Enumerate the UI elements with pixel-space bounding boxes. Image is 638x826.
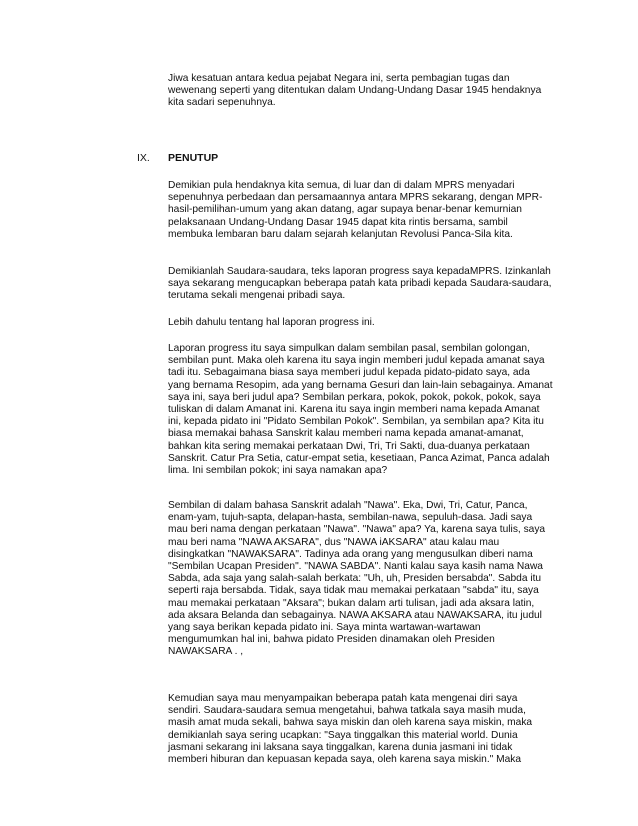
body-paragraph: Sembilan di dalam bahasa Sanskrit adalah "Nawa". Eka, Dwi, Tri, Catur, Panca, enam-yam, tujuh-sapta, delapan-hasta, sembilan-nawa, sepuluh-dasa. Jadi saya mau beri nama dengan perkataan "Nawa". "Nawa" apa? Ya, karena saya tulis, saya mau beri nama "NAWA AKSARA", dus "NAWA iAKSARA" atau kalau mau disingkatkan "NAWAKSARA". Tadinya ada orang yang mengusulkan diberi nama "Sembilan Ucapan Presiden". "NAWA SABDA". Nanti kalau saya kasih nama Nawa Sabda, ada saja yang salah-salah berkata: "Uh, uh, Presiden bersabda". Sabda itu seperti raja bersabda. Tidak, saya tidak mau memakai perkataan "sabda" itu, saya mau memakai perkataan "Aksara"; bukan dalam arti tulisan, jadi ada aksara latin, ada aksara Belanda dan sebagainya. NAWA AKSARA atau NAWAKSARA, itu judul yang saya berikan kepada pidato ini. Saya minta wartawan-wartawan mengumumkan hal ini, bahwa pidato Presiden dinamakan oleh Presiden NAWAKSARA . , xyxy=(168,500,546,658)
section-title: PENUTUP xyxy=(168,152,219,164)
body-paragraph: Lebih dahulu tentang hal laporan progress ini. xyxy=(168,317,375,328)
section-number: IX. xyxy=(137,152,150,164)
body-paragraph: Kemudian saya mau menyampaikan beberapa patah kata mengenai diri saya sendiri. Saudara-saudara semua mengetahui, bahwa tatkala saya masih muda, masih amat muda sekali, bahwa saya miskin dan oleh karena saya miskin, maka demikianlah saya sering ucapkan: "Saya tinggalkan this material world. Dunia jasmani sekarang ini laksana saya tinggalkan, karena dunia jasmani ini tidak memberi hiburan dan kepuasan kepada saya, oleh karena saya miskin." Maka xyxy=(168,693,533,766)
body-paragraph: Demikian pula hendaknya kita semua, di luar dan di dalam MPRS menyadari sepenuhnya perbedaan dan persamaannya antara MPRS sekarang, dengan MPR-hasil-pemilihan-umum yang akan datang, agar supaya benar-benar kemurnian pelaksanaan Undang-Undang Dasar 1945 dapat kita rintis bersama, sambil membuka lembaran baru dalam sejarah kelanjutan Revolusi Panca-Sila kita. xyxy=(168,180,543,240)
intro-paragraph: Jiwa kesatuan antara kedua pejabat Negara ini, serta pembagian tugas dan wewenang seperti yang ditentukan dalam Undang-Undang Dasar 1945 hendaknya kita sadari sepenuhnya. xyxy=(168,73,542,109)
body-paragraph: Laporan progress itu saya simpulkan dalam sembilan pasal, sembilan golongan, sembilan punt. Maka oleh karena itu saya ingin memberi judul kepada amanat saya tadi itu. Sebagaimana biasa saya memberi judul kepada pidato-pidato saya, ada yang bernama Resopim, ada yang bernama Gesuri dan lain-lain sebagainya. Amanat saya ini, saya beri judul apa? Sembilan perkara, pokok, pokok, pokok, pokok, saya tuliskan di dalam Amanat ini. Karena itu saya ingin memberi nama kepada Amanat ini, kepada pidato ini "Pidato Sembilan Pokok". Sembilan, ya sembilan apa? Kita itu biasa memakai bahasa Sanskrit kalau memberi nama kepada amanat-amanat, bahkan kita sering memakai perkataan Dwi, Tri, Tri Sakti, dua-duanya perkataan Sanskrit. Catur Pra Setia, catur-empat setia, kesetiaan, Panca Azimat, Panca adalah lima. Ini sembilan pokok; ini saya namakan apa? xyxy=(168,343,553,477)
body-paragraph: Demikianlah Saudara-saudara, teks laporan progress saya kepadaMPRS. Izinkanlah saya sekarang mengucapkan beberapa patah kata pribadi kepada Saudara-saudara, terutama sekali mengenai pribadi saya. xyxy=(168,266,552,302)
